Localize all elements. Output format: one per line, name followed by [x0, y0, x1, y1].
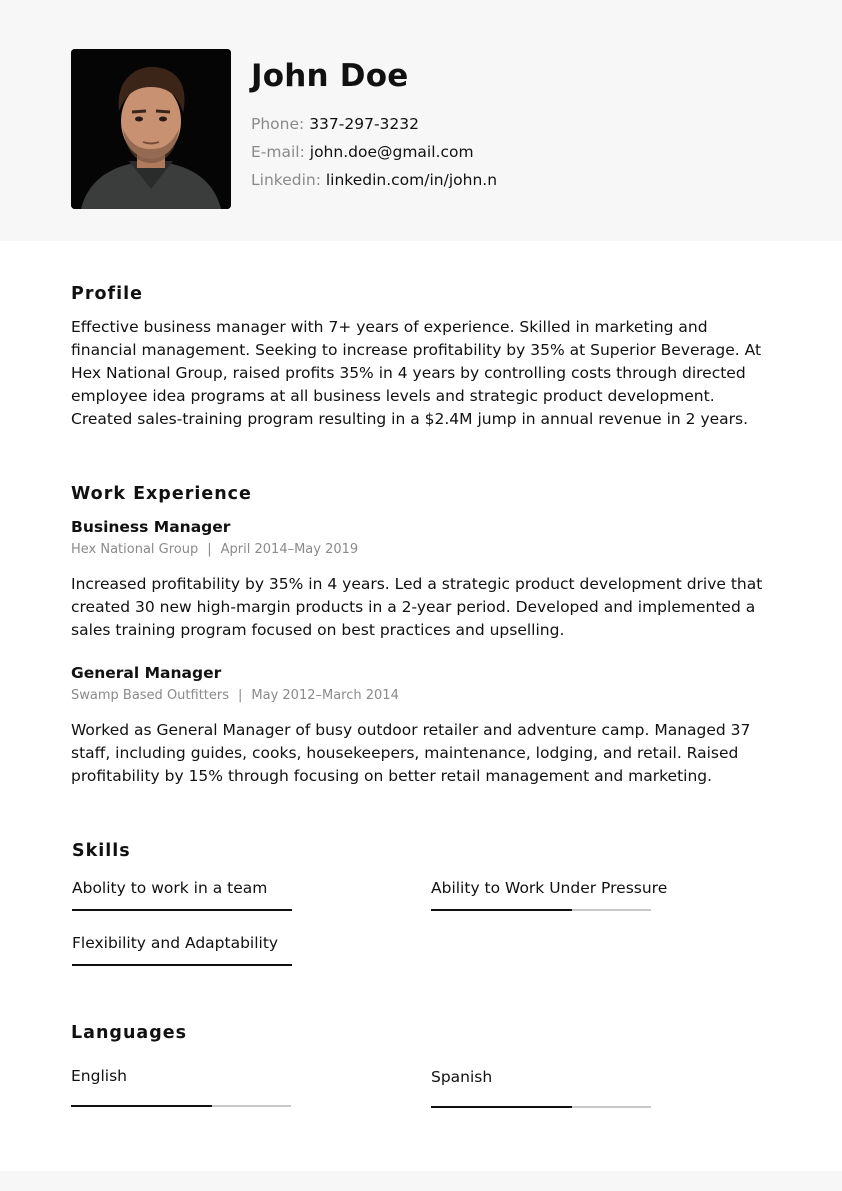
page-footer-band [0, 1171, 842, 1191]
skill-label: Abolity to work in a team [72, 879, 268, 897]
phone-label: Phone: [251, 115, 305, 133]
linkedin-line [251, 171, 497, 189]
email-label: E-mail: [251, 143, 305, 161]
language-label: Spanish [431, 1068, 493, 1086]
portrait-image [71, 49, 231, 209]
phone-value: 337-297-3232 [309, 115, 419, 133]
job-dates: May 2012–March 2014 [251, 688, 399, 703]
linkedin-label: Linkedin: [251, 171, 321, 189]
profile-text: Effective business manager with 7+ years of experience. Skilled in marketing and financial management. Seeking to increase profitability by 35% at Superior Beverage. At Hex National Group, raised profits 35% in 4 years by controlling costs through directed employee idea programs at all business levels and strategic product development. Created sales-training program resulting in a $2.4M jump in annual revenue in 2 years. [71, 318, 762, 428]
language-bar [431, 1106, 651, 1108]
job-description: Increased profitability by 35% in 4 years. Led a strategic product development drive that created 30 new high-margin products in a 2-year period. Developed and implemented a sales training program focused on best practices and upselling. [71, 575, 763, 639]
profile-heading: Profile [71, 284, 143, 304]
skill-bar-fill [72, 909, 292, 911]
skill-label: Ability to Work Under Pressure [431, 879, 668, 897]
experience-heading: Work Experience [71, 484, 252, 504]
job-dates: April 2014–May 2019 [220, 542, 359, 557]
language-bar-fill [71, 1105, 212, 1107]
language-bar-fill [431, 1106, 572, 1108]
linkedin-value[interactable]: linkedin.com/in/john.n [325, 171, 498, 189]
language-bar [71, 1105, 291, 1107]
job-description: Worked as General Manager of busy outdoor retailer and adventure camp. Managed 37 staff, including guides, cooks, housekeepers, maintenance, lodging, and retail. Raised profitability by 15% through focusing on better retail management and marketing. [71, 721, 751, 785]
job-title: Business Manager [71, 518, 231, 536]
profile-photo [71, 49, 231, 209]
skills-heading: Skills [72, 841, 131, 861]
skill-bar [431, 909, 651, 911]
job-company: Hex National Group [71, 542, 199, 557]
phone-line [251, 115, 419, 133]
skill-bar-fill [72, 964, 292, 966]
skill-bar-fill [431, 909, 572, 911]
job-title: General Manager [71, 664, 222, 682]
job-company: Swamp Based Outfitters [71, 688, 230, 703]
language-label: English [71, 1067, 127, 1085]
job-meta [71, 688, 399, 703]
skill-bar [72, 964, 292, 966]
email-line [251, 143, 474, 161]
email-value[interactable]: john.doe@gmail.com [309, 143, 474, 161]
meta-separator: | [238, 688, 243, 703]
languages-heading: Languages [71, 1023, 188, 1043]
skill-bar [72, 909, 292, 911]
candidate-name: John Doe [251, 58, 409, 94]
resume-header [0, 0, 842, 241]
meta-separator: | [207, 542, 212, 557]
job-meta [71, 542, 358, 557]
skill-label: Flexibility and Adaptability [72, 934, 279, 952]
